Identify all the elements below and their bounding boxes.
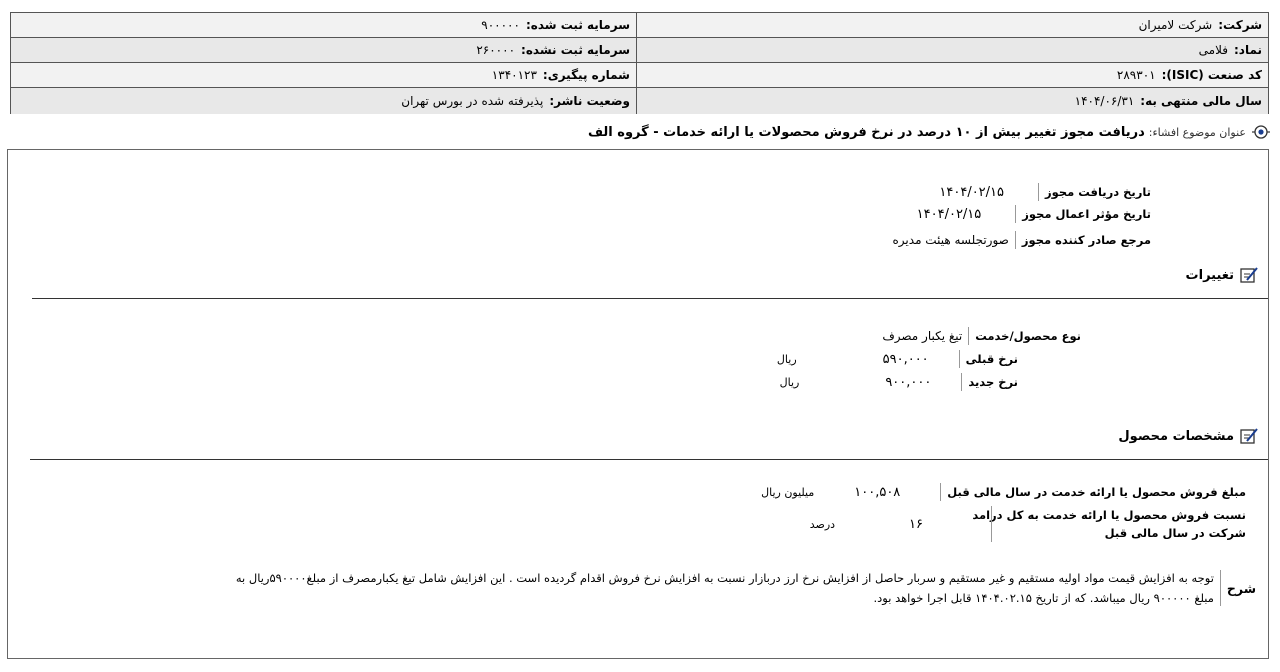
tracking-label: شماره پیگیری: <box>542 68 630 82</box>
new-price-row <box>780 373 1018 391</box>
sales-amount-label: مبلغ فروش محصول یا ارائه خدمت در سال مالی قبل <box>947 485 1246 499</box>
sales-ratio-row <box>810 506 1246 542</box>
receive-date-label: تاریخ دریافت مجوز <box>1045 185 1151 199</box>
old-price-label: نرخ قبلی <box>965 352 1018 366</box>
old-price-row <box>777 350 1018 368</box>
row-separator <box>968 327 969 345</box>
product-specs-section-title <box>1118 428 1258 444</box>
product-specs-divider <box>30 459 1268 460</box>
disclosure-content-box <box>7 149 1269 659</box>
isic-label-code: ISIC <box>1171 68 1199 82</box>
target-icon <box>1252 123 1270 141</box>
isic-cell <box>636 63 1268 87</box>
company-value: شرکت لامیران <box>1138 18 1213 32</box>
fiscal-year-label: سال مالی منتهی به: <box>1140 94 1262 108</box>
isic-label-prefix: کد صنعت ( <box>1198 68 1262 82</box>
row-separator <box>1015 205 1016 223</box>
row-separator <box>940 483 941 501</box>
symbol-value: فلامی <box>1198 43 1228 57</box>
changes-section-title <box>1186 267 1258 283</box>
new-price-value: ۹۰۰,۰۰۰ <box>885 374 932 390</box>
description-line2: مبلغ ۹۰۰۰۰۰ ریال میباشد. که از تاریخ ۱۴۰۴.۰۲.۱۵ قابل اجرا خواهد بود. <box>873 591 1214 605</box>
unregistered-capital-value: ۲۶۰۰۰۰ <box>476 43 516 57</box>
registered-capital-cell <box>11 13 636 37</box>
effective-date-label: تاریخ مؤثر اعمال مجوز <box>1022 207 1151 221</box>
company-info-table <box>10 12 1269 114</box>
issuer-value: صورتجلسه هیئت مدیره <box>892 233 1009 247</box>
row-separator <box>959 350 960 368</box>
issuer-row <box>893 231 1151 249</box>
publisher-status-value: پذیرفته شده در بورس تهران <box>401 94 544 108</box>
company-label: شرکت: <box>1218 18 1262 32</box>
old-price-unit: ریال <box>776 352 797 366</box>
fiscal-year-cell <box>636 88 1268 114</box>
description-label: شرح <box>1226 580 1256 596</box>
header-row-4 <box>11 88 1268 114</box>
company-cell <box>636 13 1268 37</box>
product-type-row <box>882 327 1081 345</box>
fiscal-year-value: ۱۴۰۴/۰۶/۳۱ <box>1074 94 1135 108</box>
row-separator <box>1038 183 1039 201</box>
new-price-label: نرخ جدید <box>968 375 1018 389</box>
edit-note-icon <box>1240 267 1258 283</box>
receive-date-value: ۱۴۰۴/۰۲/۱۵ <box>939 184 1005 200</box>
subject-title: دریافت مجوز تغییر بیش از ۱۰ درصد در نرخ فروش محصولات یا ارائه خدمات - گروه الف <box>587 124 1145 140</box>
subject-prefix: عنوان موضوع افشاء: <box>1148 125 1246 139</box>
changes-divider <box>32 298 1268 299</box>
row-separator <box>1015 231 1016 249</box>
edit-note-icon <box>1240 428 1258 444</box>
row-separator <box>991 506 992 542</box>
publisher-status-cell <box>11 88 636 114</box>
sales-amount-value: ۱۰۰,۵۰۸ <box>854 484 901 500</box>
changes-title: تغییرات <box>1185 267 1234 283</box>
product-type-label: نوع محصول/خدمت <box>975 329 1081 343</box>
sales-ratio-unit: درصد <box>809 517 836 531</box>
row-separator <box>1220 570 1221 606</box>
unregistered-capital-cell <box>11 38 636 62</box>
registered-capital-value: ۹۰۰۰۰۰ <box>481 18 520 32</box>
header-row-1 <box>11 13 1268 38</box>
product-specs-title: مشخصات محصول <box>1118 428 1234 444</box>
unregistered-capital-label: سرمایه ثبت نشده: <box>521 43 630 57</box>
receive-date-row <box>939 183 1151 201</box>
isic-label-suffix: ): <box>1161 68 1172 82</box>
sales-ratio-value: ۱۶ <box>909 516 923 532</box>
tracking-cell <box>11 63 636 87</box>
product-type-value: تیغ یکبار مصرف <box>882 329 963 343</box>
new-price-unit: ریال <box>779 375 800 389</box>
sales-ratio-label <box>972 506 1246 542</box>
effective-date-row <box>917 205 1151 223</box>
old-price-value: ۵۹۰,۰۰۰ <box>882 351 929 367</box>
description-row <box>236 568 1256 608</box>
tracking-value: ۱۳۴۰۱۲۳ <box>491 68 537 82</box>
sales-ratio-label-line2: شرکت در سال مالی قبل <box>1104 526 1246 540</box>
description-text <box>236 568 1214 608</box>
publisher-status-label: وضعیت ناشر: <box>549 94 630 108</box>
header-row-3 <box>11 63 1268 88</box>
isic-value: ۲۸۹۳۰۱ <box>1116 68 1156 82</box>
sales-ratio-label-line1: نسبت فروش محصول یا ارائه خدمت به کل درامد <box>972 508 1246 522</box>
sales-amount-row <box>761 483 1246 501</box>
row-separator <box>961 373 962 391</box>
symbol-label: نماد: <box>1233 43 1262 57</box>
description-line1: توجه به افزایش قیمت مواد اولیه مستقیم و غیر مستقیم و سربار حاصل از افزایش نرخ ارز دربازار نسبت به افزایش نرخ فروش اقدام گردیده است . این افزایش شامل تیغ یکبارمصرف از مبلغ۵۹۰۰۰۰ریال به <box>235 571 1214 585</box>
header-row-2 <box>11 38 1268 63</box>
registered-capital-label: سرمایه ثبت شده: <box>525 18 630 32</box>
effective-date-value: ۱۴۰۴/۰۲/۱۵ <box>916 206 982 222</box>
symbol-cell <box>636 38 1268 62</box>
isic-label <box>1162 68 1262 82</box>
disclosure-subject <box>588 122 1270 142</box>
issuer-label: مرجع صادر کننده مجوز <box>1021 233 1151 247</box>
sales-amount-unit: میلیون ریال <box>761 485 815 499</box>
